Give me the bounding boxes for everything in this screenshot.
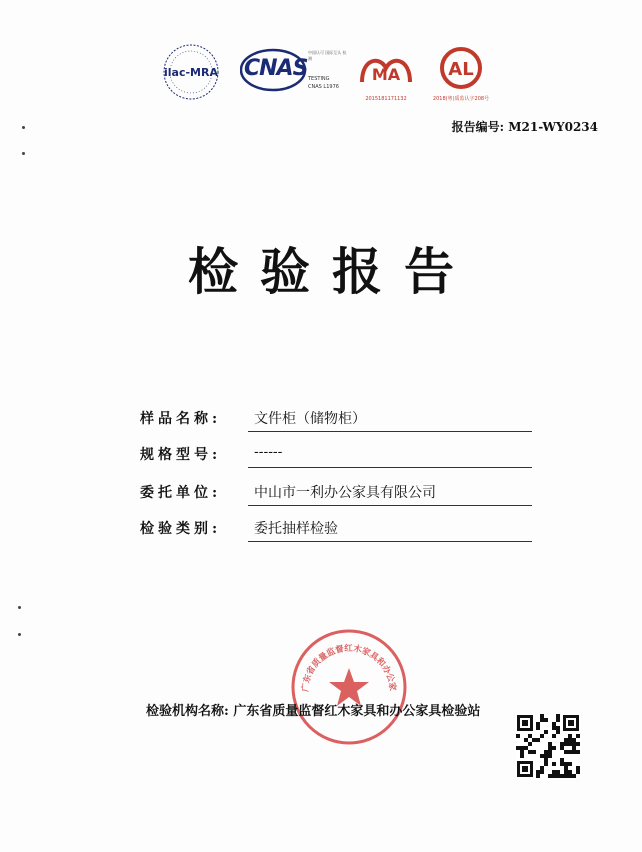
qr-module	[560, 742, 564, 746]
underline	[248, 505, 532, 506]
qr-module	[556, 730, 560, 734]
qr-module	[560, 762, 564, 766]
qr-module	[568, 750, 572, 754]
qr-module	[520, 750, 524, 754]
qr-module	[568, 774, 572, 778]
cma-logo	[356, 48, 416, 102]
qr-module	[556, 774, 560, 778]
qr-module	[564, 750, 568, 754]
qr-module	[544, 758, 548, 762]
field-value: ------	[254, 444, 283, 460]
field-label: 委托单位:	[140, 485, 222, 501]
cnas-label: CNAS	[244, 56, 308, 81]
cal-logo	[430, 46, 492, 102]
qr-module	[568, 734, 572, 738]
field-row-model	[140, 440, 532, 470]
qr-module	[536, 770, 540, 774]
qr-module	[564, 738, 568, 742]
underline	[248, 541, 532, 542]
qr-module	[540, 766, 544, 770]
qr-code	[516, 714, 580, 778]
qr-module	[520, 754, 524, 758]
cal-code: 2018(粤)质监认字208号	[432, 96, 490, 102]
field-row-client	[140, 478, 532, 508]
qr-module	[552, 746, 556, 750]
qr-module	[532, 750, 536, 754]
scan-speck	[22, 126, 25, 129]
field-label: 检验类别:	[140, 521, 222, 537]
cnas-small-text: 中国认可 国际互认 检测	[308, 50, 347, 61]
field-value: 文件柜（储物柜）	[254, 411, 366, 427]
field-row-inspection-type	[140, 514, 532, 544]
field-value: 委托抽样检验	[254, 521, 338, 537]
qr-module	[524, 746, 528, 750]
cal-label: AL	[448, 59, 474, 80]
cma-code: 2015181171132	[365, 96, 407, 102]
qr-module	[544, 730, 548, 734]
seal-text: 广东省质量监督红木家具和办公家	[300, 643, 398, 693]
qr-module	[556, 718, 560, 722]
qr-module	[564, 742, 568, 746]
qr-module	[572, 742, 576, 746]
qr-module	[540, 754, 544, 758]
qr-module	[516, 734, 520, 738]
scan-speck	[18, 606, 21, 609]
cnas-logo	[240, 42, 348, 98]
qr-module	[528, 734, 532, 738]
underline	[248, 467, 532, 468]
qr-module	[520, 746, 524, 750]
underline	[248, 431, 532, 432]
qr-module	[536, 722, 540, 726]
ilac-label: ilac-MRA	[164, 66, 218, 79]
qr-module	[560, 746, 564, 750]
field-label: 样品名称:	[140, 411, 222, 427]
ilac-mra-logo	[158, 42, 224, 102]
qr-module	[516, 746, 520, 750]
official-seal	[290, 628, 408, 746]
qr-module	[564, 770, 568, 774]
qr-module	[540, 718, 544, 722]
qr-module	[544, 750, 548, 754]
institution-name: 检验机构名称: 广东省质量监督红木家具和办公家具检验站	[146, 704, 481, 719]
qr-module	[540, 770, 544, 774]
qr-module	[556, 726, 560, 730]
qr-module	[572, 750, 576, 754]
qr-module	[576, 742, 580, 746]
qr-module	[576, 750, 580, 754]
qr-module	[548, 746, 552, 750]
qr-module	[572, 738, 576, 742]
field-row-sample-name	[140, 404, 532, 434]
cma-label: MA	[371, 65, 401, 84]
page-title: 检验报告	[188, 242, 476, 301]
qr-module	[544, 762, 548, 766]
scan-speck	[18, 633, 21, 636]
qr-module	[576, 734, 580, 738]
qr-module	[536, 726, 540, 730]
scan-speck	[22, 152, 25, 155]
qr-module	[572, 774, 576, 778]
qr-module	[568, 762, 572, 766]
qr-module	[544, 718, 548, 722]
qr-module	[528, 750, 532, 754]
qr-module	[552, 774, 556, 778]
qr-module	[536, 738, 540, 742]
qr-module	[552, 726, 556, 730]
cnas-code: CNAS L1976	[308, 84, 339, 90]
qr-module	[568, 770, 572, 774]
qr-module	[552, 722, 556, 726]
qr-module	[568, 742, 572, 746]
qr-module	[572, 746, 576, 750]
qr-module	[532, 738, 536, 742]
qr-module	[548, 742, 552, 746]
cnas-testing-text: TESTING	[308, 76, 330, 82]
qr-module	[548, 754, 552, 758]
qr-module	[576, 770, 580, 774]
qr-module	[548, 774, 552, 778]
qr-module	[528, 742, 532, 746]
field-value: 中山市一利办公家具有限公司	[254, 485, 436, 501]
qr-module	[564, 766, 568, 770]
qr-module	[548, 750, 552, 754]
qr-module	[564, 762, 568, 766]
qr-module	[568, 738, 572, 742]
qr-module	[536, 774, 540, 778]
qr-module	[540, 714, 544, 718]
qr-module	[540, 734, 544, 738]
field-label: 规格型号:	[140, 447, 222, 463]
qr-module	[560, 758, 564, 762]
qr-module	[556, 714, 560, 718]
qr-module	[560, 774, 564, 778]
qr-module	[524, 738, 528, 742]
qr-module	[576, 766, 580, 770]
qr-module	[552, 734, 556, 738]
qr-module	[556, 770, 560, 774]
qr-module	[552, 762, 556, 766]
report-number: 报告编号: M21-WY0234	[451, 120, 598, 134]
qr-module	[552, 770, 556, 774]
qr-module	[564, 774, 568, 778]
qr-module	[544, 754, 548, 758]
